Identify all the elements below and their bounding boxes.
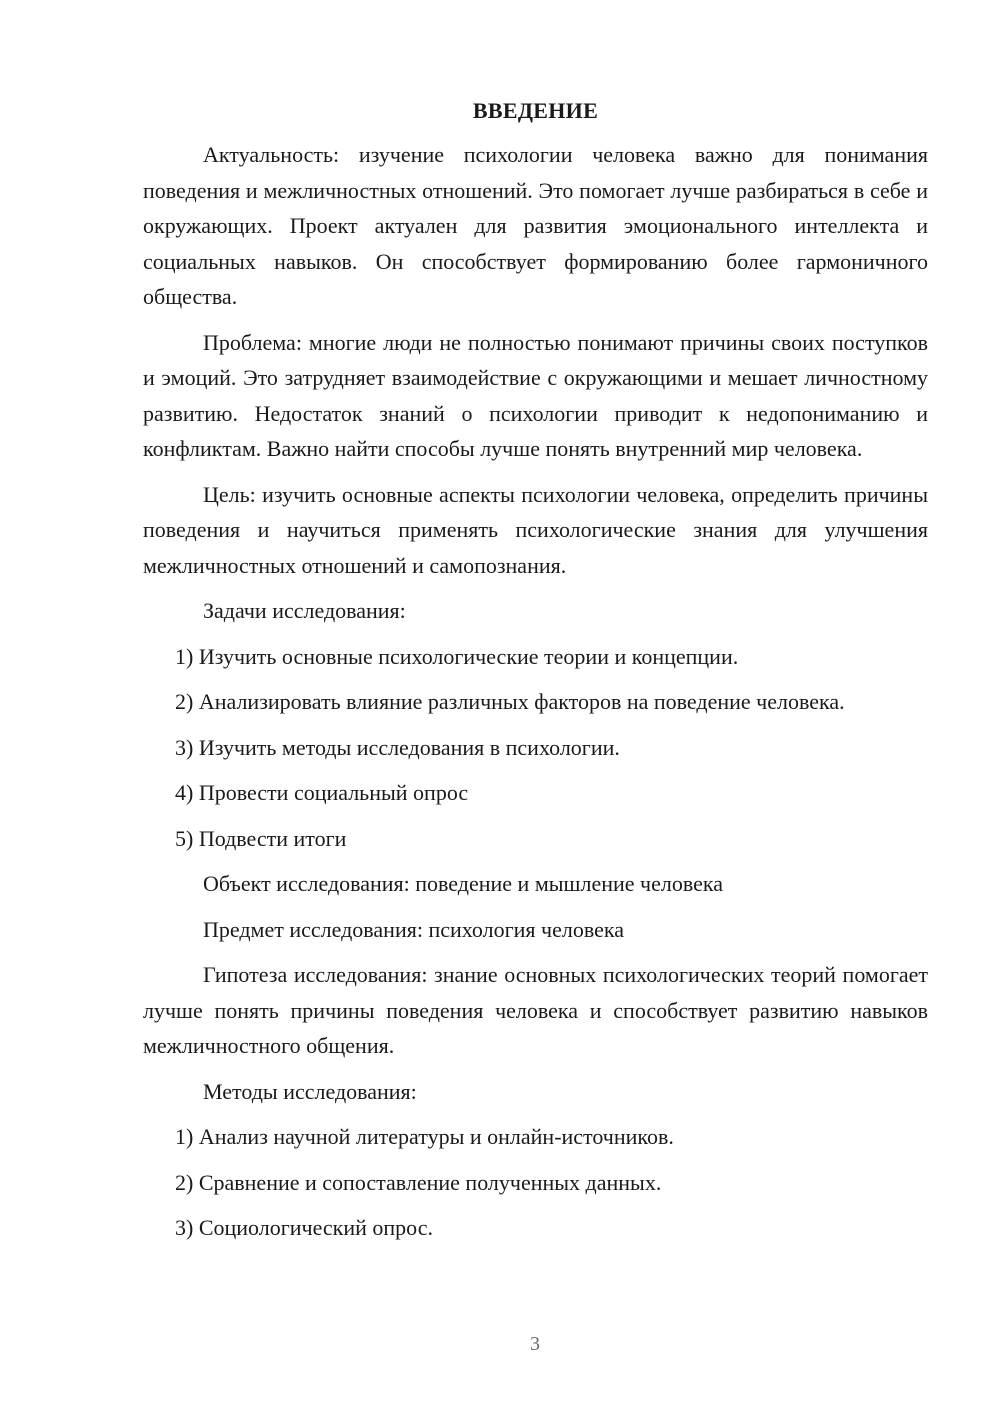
research-object: Объект исследования: поведение и мышление человека [203, 871, 723, 896]
goal-paragraph: Цель: изучить основные аспекты психологии человека, определить причины поведения и научиться применять психологические знания для улучшения межличностных отношений и самопознания. [143, 481, 928, 578]
methods-heading: Методы исследования: [203, 1078, 417, 1104]
hypothesis-paragraph: Гипотеза исследования: знание основных психологических теорий помогает лучше понять причины поведения человека и способствует развитию навыков межличностного общения. [143, 962, 928, 1058]
document-page [143, 96, 928, 1256]
task-item-3: 3) Изучить методы исследования в психологии. [175, 734, 620, 760]
method-item-3: 3) Социологический опрос. [175, 1215, 433, 1240]
section-title: ВВЕДЕНИЕ [472, 98, 599, 123]
task-item-1: 1) Изучить основные психологические теории и концепции. [175, 643, 739, 669]
problem-paragraph: Проблема: многие люди не полностью понимают причины своих поступков и эмоций. Это затрудняет взаимодействие с окружающими и мешает личностному развитию. Недостаток знаний о психологии приводит к недопониманию и конфликтам. Важно найти способы лучше понять внутренний мир человека. [143, 329, 928, 461]
task-item-4: 4) Провести социальный опрос [175, 780, 469, 805]
method-item-2: 2) Сравнение и сопоставление полученных данных. [175, 1169, 662, 1195]
task-item-5: 5) Подвести итоги [175, 825, 347, 851]
method-item-1: 1) Анализ научной литературы и онлайн-источников. [175, 1124, 674, 1149]
tasks-heading: Задачи исследования: [203, 598, 406, 623]
task-item-2: 2) Анализировать влияние различных факторов на поведение человека. [175, 689, 845, 714]
page-number: 3 [530, 1333, 540, 1355]
research-subject: Предмет исследования: психология человека [203, 916, 624, 942]
relevance-paragraph: Актуальность: изучение психологии человека важно для понимания поведения и межличностных отношений. Это помогает лучше разбираться в себе и окружающих. Проект актуален для развития эмоционального интеллекта и социальных навыков. Он способствует формированию более гармоничного общества. [143, 142, 928, 309]
